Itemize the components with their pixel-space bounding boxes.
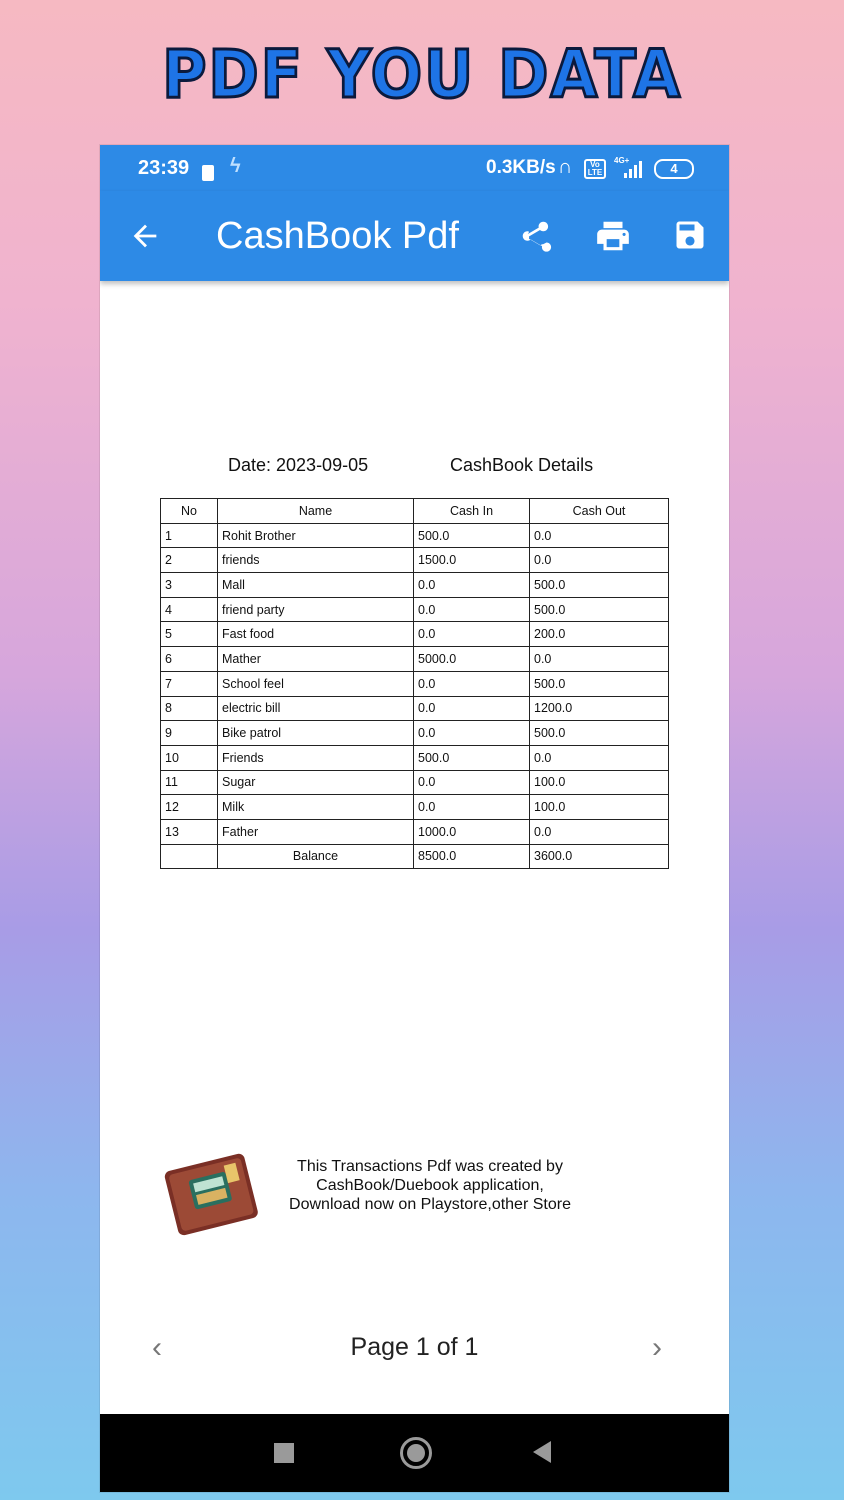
row-cash-in: 0.0 <box>414 770 530 795</box>
app-bar <box>100 191 729 281</box>
table-row <box>161 770 669 795</box>
row-no: 9 <box>161 721 218 746</box>
row-no: 1 <box>161 523 218 548</box>
row-no: 5 <box>161 622 218 647</box>
row-cash-in: 500.0 <box>414 523 530 548</box>
pdf-title: CashBook Details <box>450 455 594 475</box>
row-no: 10 <box>161 745 218 770</box>
phone-screen <box>100 145 729 1492</box>
row-name: Sugar <box>218 770 414 795</box>
footer-line: CashBook/Duebook application, <box>316 1177 544 1194</box>
table-row <box>161 622 669 647</box>
balance-cash-in: 8500.0 <box>414 844 530 869</box>
table-row <box>161 548 669 573</box>
row-name: Milk <box>218 795 414 820</box>
app-title: CashBook Pdf <box>216 215 459 257</box>
table-row <box>161 573 669 598</box>
row-name: Fast food <box>218 622 414 647</box>
row-no: 4 <box>161 597 218 622</box>
balance-row <box>161 844 669 869</box>
chevron-right-icon[interactable]: › <box>652 1331 662 1364</box>
row-cash-in: 500.0 <box>414 745 530 770</box>
row-name: friends <box>218 548 414 573</box>
row-cash-out: 500.0 <box>530 721 669 746</box>
promo-title: PDF YOU DATA <box>162 36 682 113</box>
status-time: 23:39 <box>138 157 190 179</box>
balance-label: Balance <box>218 844 414 869</box>
footer-line: This Transactions Pdf was created by <box>297 1158 563 1175</box>
table-row <box>161 696 669 721</box>
row-cash-in: 0.0 <box>414 696 530 721</box>
table-header-row <box>161 499 669 524</box>
row-cash-in: 0.0 <box>414 597 530 622</box>
row-cash-out: 500.0 <box>530 671 669 696</box>
row-name: Bike patrol <box>218 721 414 746</box>
print-icon[interactable] <box>594 217 632 255</box>
row-no: 13 <box>161 819 218 844</box>
header-name: Name <box>218 499 414 524</box>
row-name: Father <box>218 819 414 844</box>
row-name: Mather <box>218 647 414 672</box>
status-bar <box>100 145 729 191</box>
row-name: friend party <box>218 597 414 622</box>
chevron-left-icon[interactable]: ‹ <box>152 1331 162 1364</box>
footer-note <box>280 1157 580 1214</box>
headset-icon: ∩ <box>558 156 573 178</box>
footer-line: Download now on Playstore,other Store <box>289 1196 571 1213</box>
row-cash-out: 0.0 <box>530 647 669 672</box>
row-no: 3 <box>161 573 218 598</box>
row-name: School feel <box>218 671 414 696</box>
row-cash-out: 0.0 <box>530 548 669 573</box>
balance-no-cell <box>161 844 218 869</box>
volte-icon: Vo LTE <box>584 159 606 179</box>
signal-icon <box>612 155 644 181</box>
table-row <box>161 795 669 820</box>
row-cash-in: 0.0 <box>414 573 530 598</box>
page-indicator: Page 1 of 1 <box>350 1333 479 1361</box>
row-cash-out: 500.0 <box>530 597 669 622</box>
battery-saver-icon <box>202 165 214 181</box>
row-name: electric bill <box>218 696 414 721</box>
row-name: Mall <box>218 573 414 598</box>
header-cash-out: Cash Out <box>530 499 669 524</box>
row-no: 6 <box>161 647 218 672</box>
back-icon[interactable] <box>533 1441 551 1463</box>
row-cash-out: 0.0 <box>530 523 669 548</box>
table-row <box>161 523 669 548</box>
row-name: Rohit Brother <box>218 523 414 548</box>
flash-icon: ϟ <box>230 155 241 177</box>
header-cash-in: Cash In <box>414 499 530 524</box>
row-cash-out: 500.0 <box>530 573 669 598</box>
balance-cash-out: 3600.0 <box>530 844 669 869</box>
row-no: 11 <box>161 770 218 795</box>
cashbook-table <box>160 498 669 869</box>
row-cash-in: 1000.0 <box>414 819 530 844</box>
network-type: 4G+ <box>614 156 630 165</box>
row-no: 12 <box>161 795 218 820</box>
row-cash-in: 5000.0 <box>414 647 530 672</box>
table-row <box>161 745 669 770</box>
table-row <box>161 647 669 672</box>
header-no: No <box>161 499 218 524</box>
save-icon[interactable] <box>672 217 708 253</box>
row-cash-out: 0.0 <box>530 745 669 770</box>
table-row <box>161 671 669 696</box>
row-cash-in: 0.0 <box>414 795 530 820</box>
table-row <box>161 597 669 622</box>
row-no: 2 <box>161 548 218 573</box>
table-row <box>161 721 669 746</box>
system-nav-bar <box>100 1414 729 1492</box>
row-cash-in: 1500.0 <box>414 548 530 573</box>
row-cash-out: 1200.0 <box>530 696 669 721</box>
recent-apps-icon[interactable] <box>274 1443 294 1463</box>
battery-icon: 4 <box>654 159 694 179</box>
row-cash-out: 0.0 <box>530 819 669 844</box>
row-cash-out: 100.0 <box>530 795 669 820</box>
row-no: 8 <box>161 696 218 721</box>
share-icon[interactable] <box>518 217 556 255</box>
net-speed: 0.3KB/s <box>486 157 556 178</box>
row-cash-out: 200.0 <box>530 622 669 647</box>
cashbook-logo <box>158 1147 268 1239</box>
row-no: 7 <box>161 671 218 696</box>
row-cash-out: 100.0 <box>530 770 669 795</box>
row-cash-in: 0.0 <box>414 622 530 647</box>
pdf-date: Date: 2023-09-05 <box>228 455 369 475</box>
table-row <box>161 819 669 844</box>
home-icon[interactable] <box>400 1437 432 1469</box>
row-cash-in: 0.0 <box>414 721 530 746</box>
row-name: Friends <box>218 745 414 770</box>
row-cash-in: 0.0 <box>414 671 530 696</box>
arrow-back-icon[interactable] <box>128 219 162 253</box>
